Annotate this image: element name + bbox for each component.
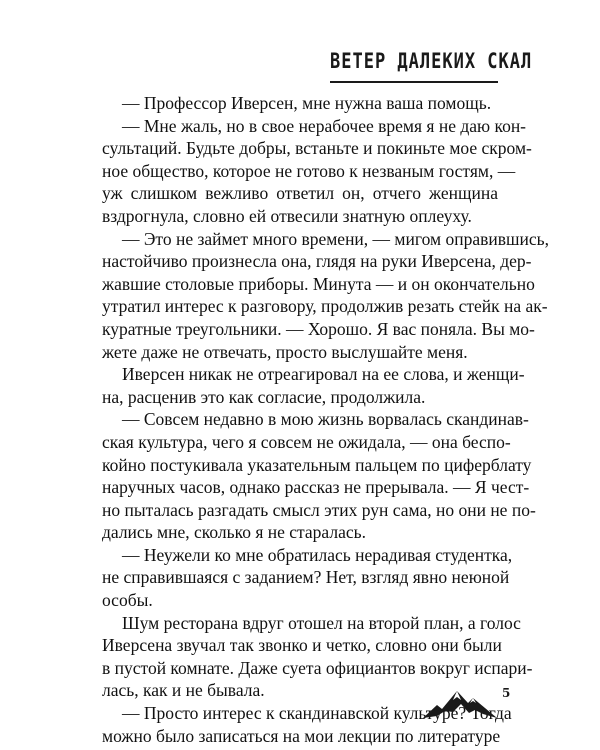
text-line: Иверсен никак не отреагировал на ее слова, и женщи-: [122, 364, 525, 385]
page-footer: [423, 684, 513, 724]
text-line: лась, как и не бывала.: [102, 680, 265, 701]
paragraph: [102, 92, 498, 115]
text-line: сультаций. Будьте добры, встаньте и покиньте мое скром-: [102, 138, 532, 159]
text-line: дались мне, сколько я не старалась.: [102, 522, 366, 543]
text-line: Иверсена звучал так звонко и четко, словно они были: [102, 635, 502, 656]
text-line: ская культура, чего я совсем не ожидала, — она беспо-: [102, 431, 511, 452]
text-line: — Совсем недавно в мою жизнь ворвалась скандинав-: [122, 409, 529, 430]
text-line: койно постукивала указательным пальцем по циферблату: [102, 454, 532, 475]
text-line: — Мне жаль, но в свое нерабочее время я не даю кон-: [122, 115, 527, 136]
text-line: на, расценив это как согласие, продолжила.: [102, 386, 426, 407]
text-line: жете даже не отвечать, просто выслушайте меня.: [102, 341, 468, 362]
text-line: утратил интерес к разговору, продолжив резать стейк на ак-: [102, 296, 548, 317]
paragraph: [102, 228, 549, 364]
text-line: настойчиво произнесла она, глядя на руки Иверсена, дер-: [102, 251, 532, 272]
text-line: уж слишком вежливо ответил он, отчего женщина: [102, 183, 498, 204]
mountain-icon: [423, 686, 497, 720]
text-line: не справившаяся с заданием? Нет, взгляд явно неюной: [102, 567, 510, 588]
text-line: особы.: [102, 590, 153, 611]
running-header: [330, 49, 533, 83]
paragraph: [102, 363, 525, 408]
text-line: можно было записаться на мои лекции по литературе: [102, 725, 501, 746]
header-rule: [330, 81, 498, 83]
text-line: — Просто интерес к скандинавской культуре? Тогда: [122, 703, 512, 724]
text-line: наручных часов, однако рассказ не прерывала. — Я чест-: [102, 477, 530, 498]
page-number: 5: [502, 686, 511, 700]
running-header-title: ВЕТЕР ДАЛЕКИХ СКАЛ: [330, 49, 533, 74]
body-text: [102, 92, 549, 747]
text-line: — Неужели ко мне обратилась нерадивая студентка,: [122, 544, 513, 565]
text-line: Шум ресторана вдруг отошел на второй план, а голос: [122, 612, 521, 633]
text-line: ное общество, которое не готово к незваным гостям, —: [102, 160, 516, 181]
text-line: но пыталась разгадать смысл этих рун сама, но они не по-: [102, 499, 536, 520]
text-line: жавшие столовые приборы. Минута — и он окончательно: [102, 273, 535, 294]
text-line: вздрогнула, словно ей отвесили знатную оплеуху.: [102, 205, 472, 226]
paragraph: [102, 544, 513, 612]
paragraph: [102, 115, 532, 228]
text-line: — Это не займет много времени, — мигом оправившись,: [122, 228, 549, 249]
paragraph: [102, 408, 536, 544]
text-line: — Профессор Иверсен, мне нужна ваша помощь.: [122, 93, 492, 113]
text-line: в пустой комнате. Даже суета официантов вокруг испари-: [102, 657, 533, 678]
text-line: куратные треугольники. — Хорошо. Я вас поняла. Вы мо-: [102, 318, 535, 339]
